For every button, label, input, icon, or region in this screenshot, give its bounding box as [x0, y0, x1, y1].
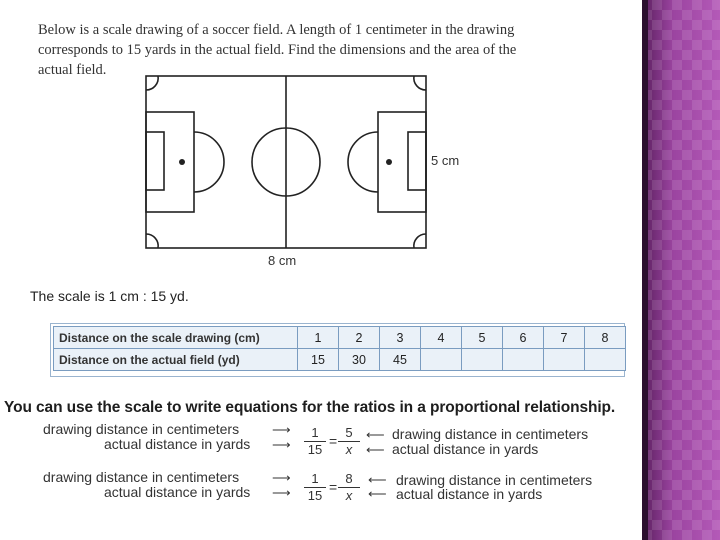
problem-line-3: actual field. [38, 62, 107, 78]
decorative-side-strip [642, 0, 720, 540]
row-header-actual: Distance on the actual field (yd) [54, 349, 298, 371]
right-penalty-area [378, 112, 426, 212]
arrow-left-icon: ⟵ [366, 427, 385, 442]
table-cell: 45 [380, 349, 421, 371]
right-penalty-arc [348, 132, 378, 192]
left-penalty-area [146, 112, 194, 212]
problem-line-1: Below is a scale drawing of a soccer field. A length of 1 centimeter in the drawing [38, 22, 515, 38]
scale-statement: The scale is 1 cm : 15 yd. [30, 288, 189, 304]
soccer-field-drawing [140, 72, 432, 252]
right-label-top: drawing distance in centimeters [392, 426, 589, 442]
arrow-right-icon: ⟶ [272, 470, 291, 485]
fraction-unknown: 5 x [338, 426, 360, 457]
right-label-bottom: actual distance in yards [396, 486, 543, 502]
problem-statement [38, 20, 563, 80]
fraction-unknown: 8 x [338, 472, 360, 503]
corner-arc-tr [414, 76, 426, 90]
table-cell: 4 [421, 327, 462, 349]
left-label-top: drawing distance in centimeters [43, 421, 240, 437]
table-cell [585, 349, 626, 371]
equals-sign: = [329, 433, 338, 449]
arrow-left-icon: ⟵ [368, 486, 387, 501]
table-cell: 30 [339, 349, 380, 371]
table-row [54, 327, 626, 349]
arrow-right-icon: ⟶ [272, 485, 291, 500]
field-length-label: 8 cm [268, 253, 297, 268]
table-cell: 3 [380, 327, 421, 349]
table-cell [421, 349, 462, 371]
equals-sign: = [329, 479, 338, 495]
fraction-scale: 1 15 [304, 426, 326, 457]
problem-line-2: corresponds to 15 yards in the actual field. Find the dimensions and the area of the [38, 42, 517, 58]
table-cell [544, 349, 585, 371]
table-cell: 7 [544, 327, 585, 349]
left-label-top: drawing distance in centimeters [43, 469, 240, 485]
rule-heading: You can use the scale to write equations for the ratios in a proportional relationship. [4, 399, 616, 416]
table-cell: 2 [339, 327, 380, 349]
fraction-scale: 1 15 [304, 472, 326, 503]
table-cell: 8 [585, 327, 626, 349]
equation-block-1 [0, 420, 642, 460]
arrow-left-icon: ⟵ [366, 442, 385, 457]
right-goal-area [408, 132, 426, 190]
row-header-drawing: Distance on the scale drawing (cm) [54, 327, 298, 349]
table-cell: 6 [503, 327, 544, 349]
right-label-bottom: actual distance in yards [392, 441, 539, 457]
corner-arc-bl [146, 234, 158, 248]
right-label-top: drawing distance in centimeters [396, 472, 593, 488]
corner-arc-tl [146, 76, 158, 90]
table-cell: 5 [462, 327, 503, 349]
left-label-bottom: actual distance in yards [104, 484, 251, 500]
table-cell: 1 [298, 327, 339, 349]
right-penalty-spot [386, 159, 392, 165]
table-row [54, 349, 626, 371]
field-width-label: 5 cm [431, 153, 460, 168]
arrow-right-icon: ⟶ [272, 437, 291, 452]
arrow-right-icon: ⟶ [272, 422, 291, 437]
left-label-bottom: actual distance in yards [104, 436, 251, 452]
table-cell: 15 [298, 349, 339, 371]
left-penalty-arc [194, 132, 224, 192]
left-penalty-spot [179, 159, 185, 165]
left-goal-area [146, 132, 164, 190]
scale-table [53, 326, 626, 371]
side-strip-border [642, 0, 648, 540]
table-cell [503, 349, 544, 371]
equation-block-2 [0, 468, 642, 508]
arrow-left-icon: ⟵ [368, 472, 387, 487]
corner-arc-br [414, 234, 426, 248]
table-cell [462, 349, 503, 371]
